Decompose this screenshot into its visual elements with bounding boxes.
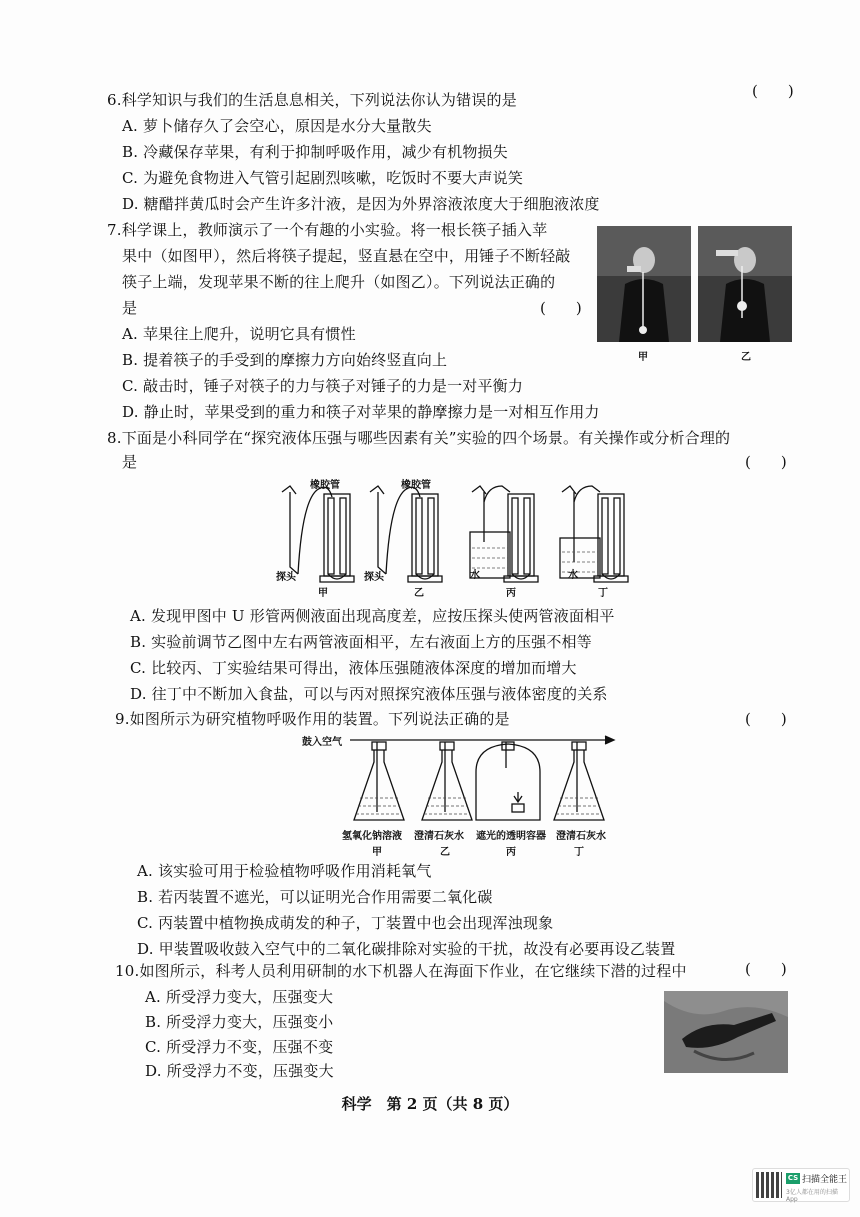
q7-stem-line-4: 是 xyxy=(122,299,138,317)
qr-code-icon xyxy=(756,1172,782,1198)
q7-answer-paren: ( ) xyxy=(540,299,582,317)
q9-label-jia: 甲 xyxy=(372,847,382,858)
q10-option-b: B. 所受浮力变大，压强变小 xyxy=(145,1013,334,1031)
q8-option-d: D. 往丁中不断加入食盐，可以与丙对照探究液体压强与液体密度的关系 xyxy=(130,685,608,703)
q10-stem: 10.如图所示，科考人员利用研制的水下机器人在海面下作业，在它继续下潜的过程中 xyxy=(115,962,687,980)
q6-option-d: D. 糖醋拌黄瓜时会产生许多汁液，是因为外界溶液浓度大于细胞液浓度 xyxy=(122,195,600,213)
q8-label-ding: 丁 xyxy=(598,588,608,599)
q10-option-a: A. 所受浮力变大，压强变大 xyxy=(145,988,334,1006)
q8-water-label-2: 水 xyxy=(568,570,578,581)
q9-name-bing: 遮光的透明容器 xyxy=(476,831,546,842)
q9-name-ding: 澄清石灰水 xyxy=(556,831,606,842)
q9-option-d: D. 甲装置吸收鼓入空气中的二氧化碳排除对实验的干扰，故没有必要再设乙装置 xyxy=(137,940,676,958)
q8-probe-label-2: 探头 xyxy=(364,572,384,583)
q9-label-yi: 乙 xyxy=(440,847,450,858)
q7-option-b: B. 提着筷子的手受到的摩擦力方向始终竖直向上 xyxy=(122,351,448,369)
scanner-title: 扫描全能王 xyxy=(802,1175,848,1185)
cs-logo: CS xyxy=(787,1174,799,1182)
q8-option-b: B. 实验前调节乙图中左右两管液面相平，左右液面上方的压强不相等 xyxy=(130,633,592,651)
q8-option-a: A. 发现甲图中 U 形管两侧液面出现高度差，应按压探头使两管液面相平 xyxy=(130,607,615,625)
q9-option-a: A. 该实验可用于检验植物呼吸作用消耗氧气 xyxy=(137,862,432,880)
q10-option-c: C. 所受浮力不变，压强不变 xyxy=(145,1038,334,1056)
q8-label-bing: 丙 xyxy=(506,588,516,599)
q6-option-b: B. 冷藏保存苹果，有利于抑制呼吸作用，减少有机物损失 xyxy=(122,143,508,161)
scanner-subtitle: 3亿人都在用的扫描App xyxy=(786,1189,838,1203)
q6-answer-paren: ( ) xyxy=(752,82,794,100)
q8-stem-line-1: 8.下面是小科同学在“探究液体压强与哪些因素有关”实验的四个场景。有关操作或分析合理的 xyxy=(107,429,731,447)
q8-tube-label-1: 橡胶管 xyxy=(310,480,340,491)
q8-label-jia: 甲 xyxy=(318,588,328,599)
q8-tube-label-2: 橡胶管 xyxy=(401,480,431,491)
q9-stem: 9.如图所示为研究植物呼吸作用的装置。下列说法正确的是 xyxy=(115,710,510,728)
page-footer: 科学 第 2 页（共 8 页） xyxy=(341,1095,519,1113)
q9-name-yi: 澄清石灰水 xyxy=(414,831,464,842)
q10-answer-paren: ( ) xyxy=(745,960,787,978)
q8-stem-line-2: 是 xyxy=(122,453,138,471)
q7-stem-line-1: 7.科学课上，教师演示了一个有趣的小实验。将一根长筷子插入苹 xyxy=(107,221,548,239)
q7-option-c: C. 敲击时，锤子对筷子的力与筷子对锤子的力是一对平衡力 xyxy=(122,377,524,395)
q9-answer-paren: ( ) xyxy=(745,710,787,728)
q8-probe-label-1: 探头 xyxy=(276,572,296,583)
q7-photo-yi xyxy=(698,226,792,342)
q7-label-jia: 甲 xyxy=(638,352,648,363)
q8-water-label-1: 水 xyxy=(470,570,480,581)
q9-name-jia: 氢氧化钠溶液 xyxy=(342,831,402,842)
q9-label-bing: 丙 xyxy=(506,847,516,858)
q9-respiration-apparatus xyxy=(300,732,620,824)
q9-label-ding: 丁 xyxy=(574,847,584,858)
q9-option-c: C. 丙装置中植物换成萌发的种子，丁装置中也会出现浑浊现象 xyxy=(137,914,554,932)
q6-option-c: C. 为避免食物进入气管引起剧烈咳嗽，吃饭时不要大声说笑 xyxy=(122,169,524,187)
q7-stem-line-3: 筷子上端，发现苹果不断的往上爬升（如图乙）。下列说法正确的 xyxy=(122,273,556,291)
q7-option-a: A. 苹果往上爬升，说明它具有惯性 xyxy=(122,325,356,343)
q8-option-c: C. 比较丙、丁实验结果可得出，液体压强随液体深度的增加而增大 xyxy=(130,659,577,677)
q8-label-yi: 乙 xyxy=(414,588,424,599)
q8-answer-paren: ( ) xyxy=(745,453,787,471)
q7-stem-line-2: 果中（如图甲），然后将筷子提起，竖直悬在空中，用锤子不断轻敲 xyxy=(122,247,571,265)
q7-label-yi: 乙 xyxy=(741,352,751,363)
q10-robot-photo xyxy=(664,991,788,1073)
q9-option-b: B. 若丙装置不遮光，可以证明光合作用需要二氧化碳 xyxy=(137,888,493,906)
q6-stem: 6.科学知识与我们的生活息息相关，下列说法你认为错误的是 xyxy=(107,91,517,109)
q10-option-d: D. 所受浮力不变，压强变大 xyxy=(145,1062,334,1080)
q9-air-label: 鼓入空气 xyxy=(302,737,342,748)
q6-option-a: A. 萝卜储存久了会空心，原因是水分大量散失 xyxy=(122,117,432,135)
scanner-watermark xyxy=(752,1168,850,1202)
q7-option-d: D. 静止时，苹果受到的重力和筷子对苹果的静摩擦力是一对相互作用力 xyxy=(122,403,600,421)
q7-photo-jia xyxy=(597,226,691,342)
